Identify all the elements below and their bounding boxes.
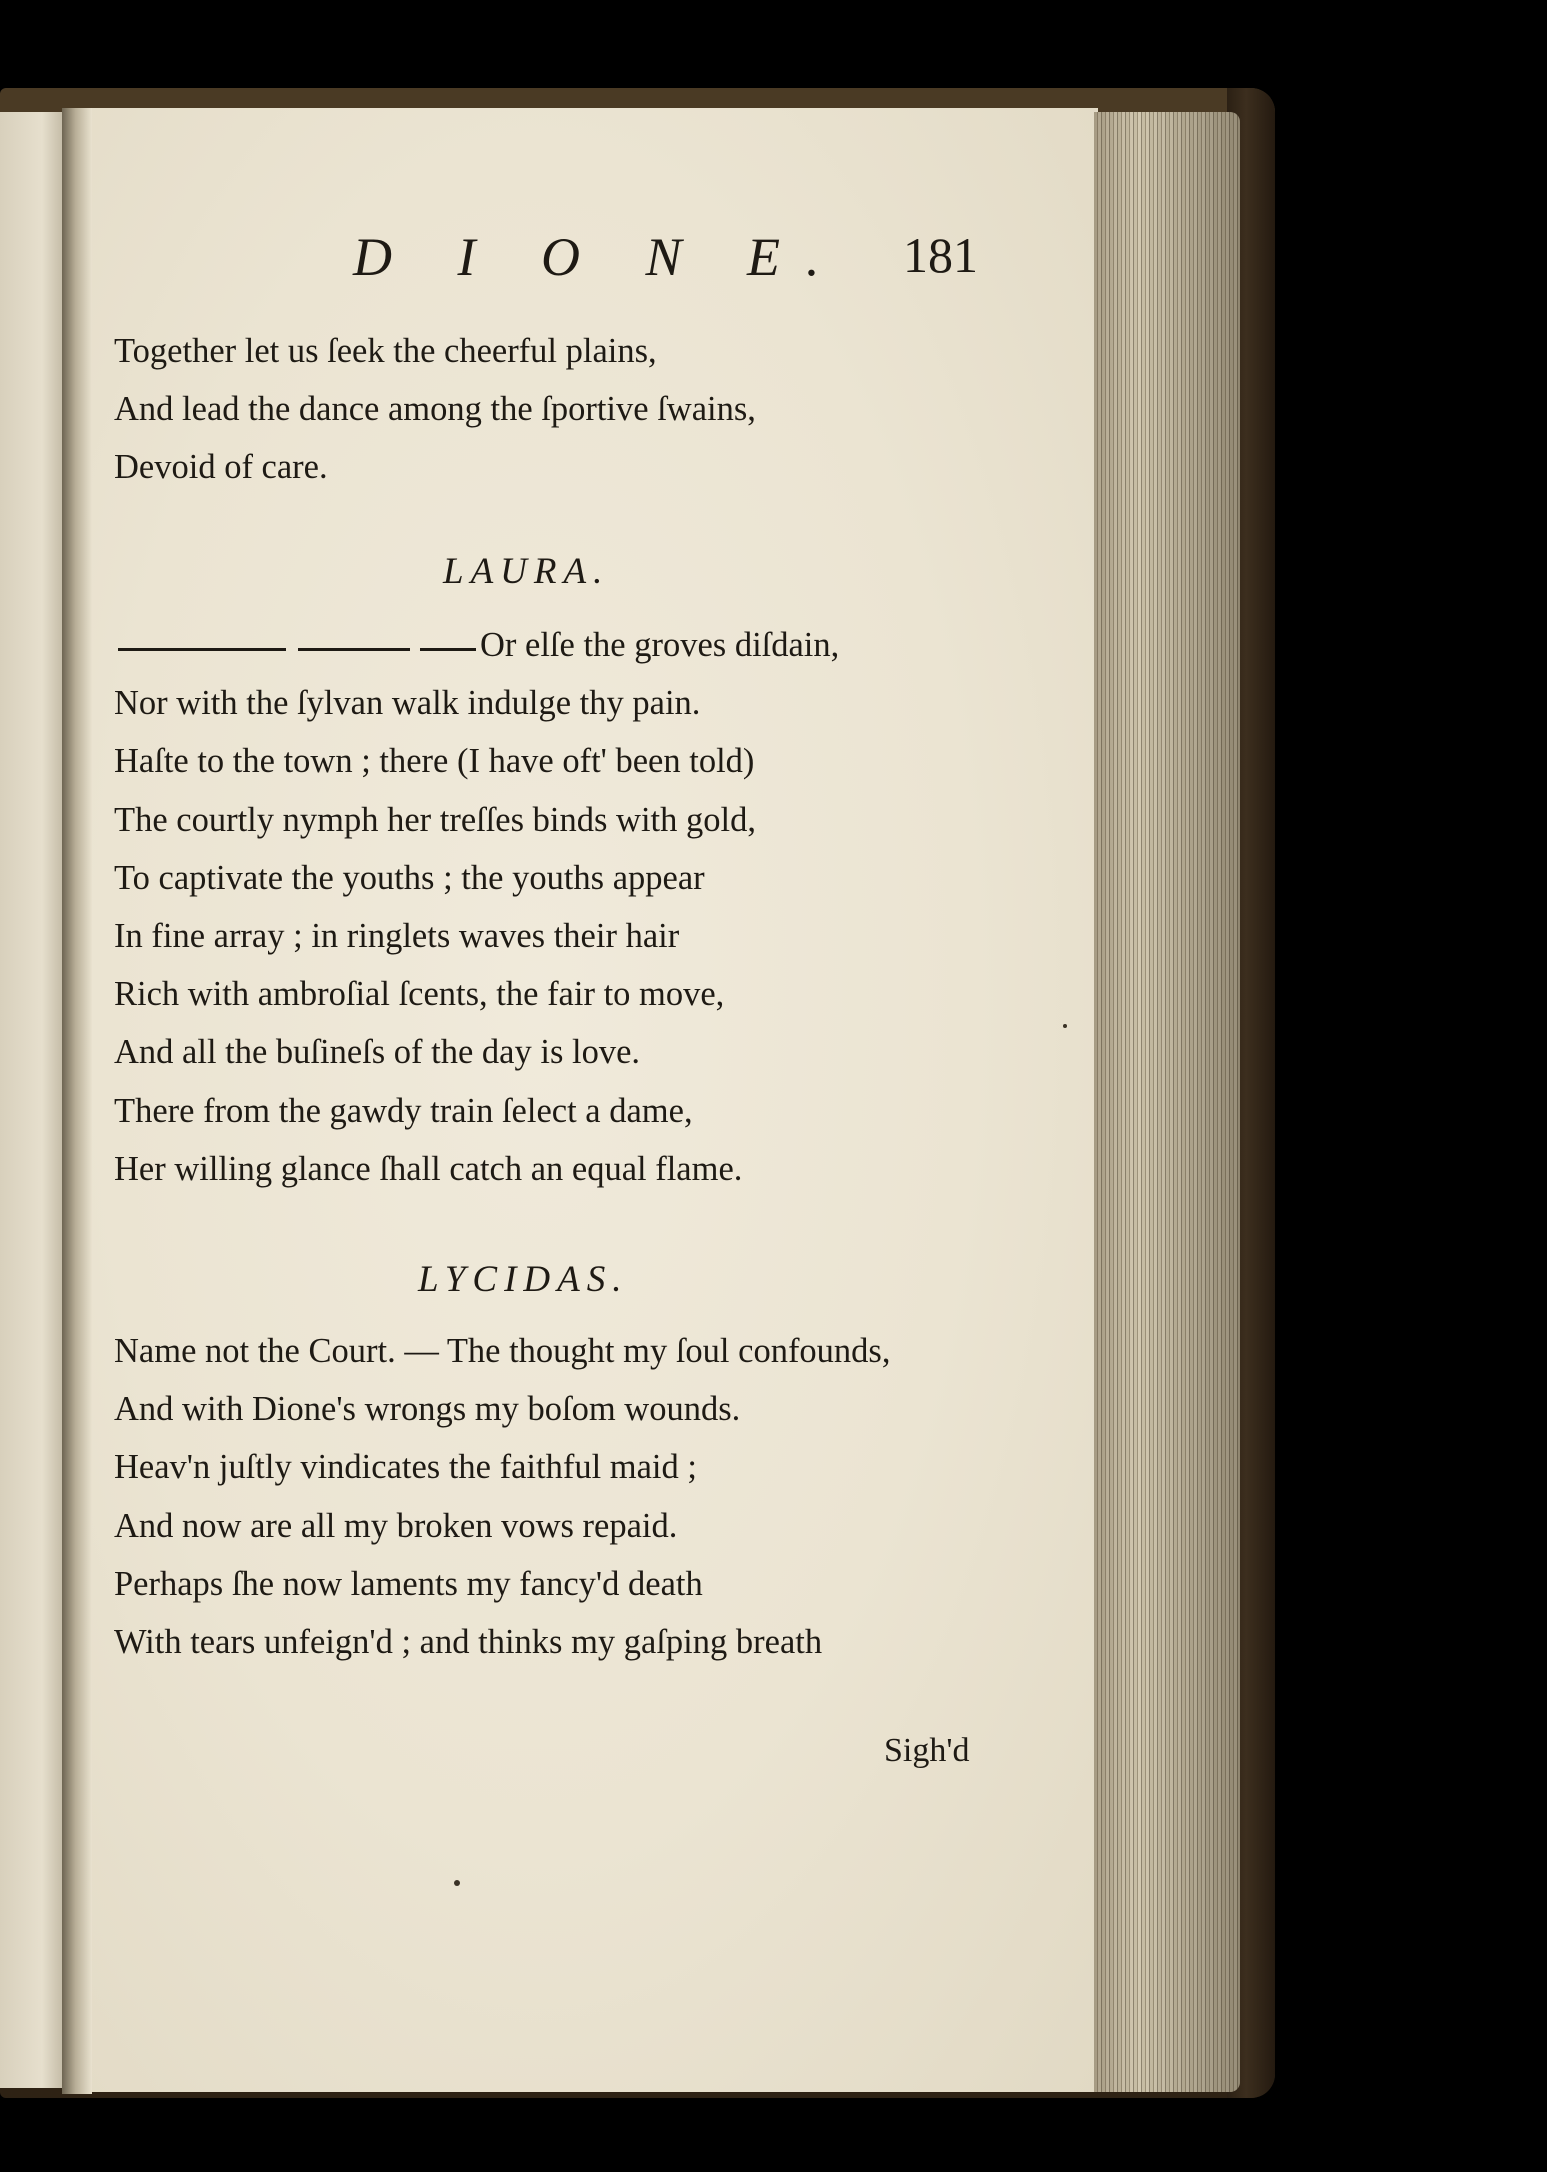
verse-line: Nor with the ſylvan walk indulge thy pain. <box>114 684 701 723</box>
verse-line: And with Dione's wrongs my boſom wounds. <box>114 1390 741 1429</box>
running-title: D I O N E. <box>353 227 846 287</box>
verse-line: Name not the Court. — The thought my ſoul confounds, <box>114 1332 891 1370</box>
verse-line: Rich with ambroſial ſcents, the fair to move, <box>114 975 725 1014</box>
verse-line: There from the gawdy train ſelect a dame, <box>114 1091 693 1130</box>
verse-line: And lead the dance among the ſportive ſwains, <box>114 390 756 429</box>
verse-line: Heav'n juſtly vindicates the faithful maid ; <box>114 1448 697 1487</box>
speaker-heading-lycidas: LYCIDAS. <box>418 1259 629 1300</box>
verse-line-spacer <box>114 616 756 674</box>
speaker-heading-laura: LAURA. <box>443 551 610 592</box>
verse-line: Her willing glance ſhall catch an equal flame. <box>114 1149 743 1188</box>
page-number: 181 <box>903 227 978 283</box>
verse-line: In fine array ; in ringlets waves their hair <box>114 916 680 955</box>
paper-speck <box>1063 1024 1067 1028</box>
page-gutter <box>62 108 92 2094</box>
verse-line: Devoid of care. <box>114 448 328 487</box>
catchword: Sigh'd <box>884 1732 970 1769</box>
verse-line: And now are all my broken vows repaid. <box>114 1506 678 1545</box>
verse-line: Haſte to the town ; there (I have oft' been told) <box>114 742 755 781</box>
previous-page-edge <box>0 112 70 2088</box>
verse-line: The courtly nymph her treſſes binds with gold, <box>114 800 756 839</box>
page-block-shadow <box>1094 112 1240 2092</box>
verse-line: And all the buſineſs of the day is love. <box>114 1033 641 1072</box>
verse-line-continued: Or elſe the groves diſdain, <box>480 626 840 664</box>
verse-line: To captivate the youths ; the youths appear <box>114 858 705 897</box>
verse-line: Together let us ſeek the cheerful plains, <box>114 332 657 370</box>
paper-speck <box>454 1880 460 1886</box>
opening-stanza <box>114 322 756 497</box>
verse-line: Perhaps ſhe now laments my fancy'd death <box>114 1564 703 1603</box>
verse-line: With tears unfeign'd ; and thinks my gaſping breath <box>114 1622 823 1661</box>
laura-stanza <box>114 616 756 1198</box>
lycidas-stanza <box>114 1322 891 1671</box>
